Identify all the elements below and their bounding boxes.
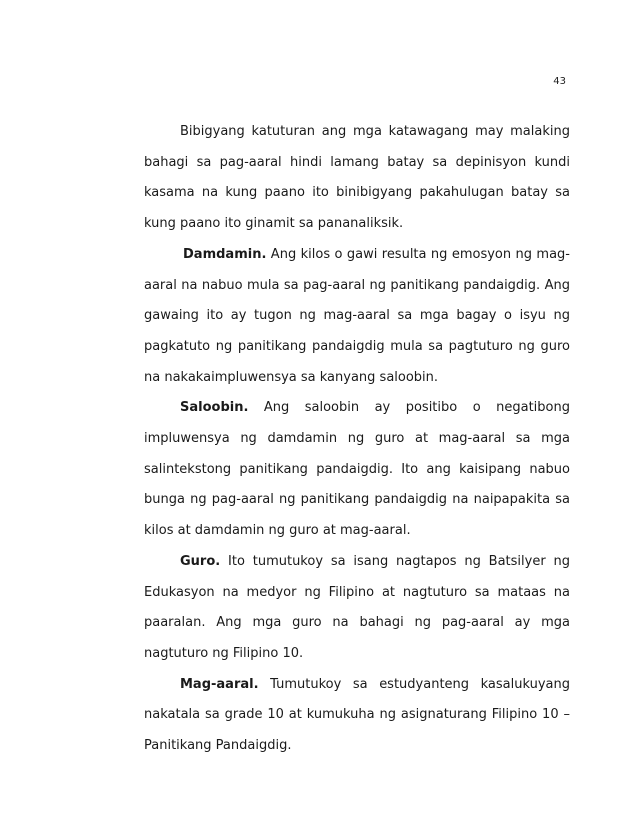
page-number: 43 bbox=[553, 76, 566, 87]
body-text bbox=[144, 117, 570, 762]
term-guro: Guro. bbox=[180, 553, 221, 569]
intro-text: Bibigyang katuturan ang mga katawagang may malaking bahagi sa pag-aaral hindi lamang batay sa depinisyon kundi kasama na kung paano ito binibigyang pakahulugan batay sa kung paano ito ginamit sa pananaliksik. bbox=[144, 124, 570, 232]
definition-saloobin-text: Ang saloobin ay positibo o negatibong impluwensya ng damdamin ng guro at mag-aaral sa mga salintekstong panitikang pandaigdig. Ito ang kaisipang nabuo bunga ng pag-aaral ng panitikang pandaigdig na naipapakita sa kilos at damdamin ng guro at mag-aaral. bbox=[144, 400, 570, 539]
definition-damdamin bbox=[144, 240, 570, 394]
definition-guro-text: Ito tumutukoy sa isang nagtapos ng Batsilyer ng Edukasyon na medyor ng Filipino at nagtuturo sa mataas na paaralan. Ang mga guro na bahagi ng pag-aaral ay mga nagtuturo ng Filipino 10. bbox=[144, 553, 570, 661]
definition-damdamin-text: Ang kilos o gawi resulta ng emosyon ng mag-aaral na nabuo mula sa pag-aaral ng panitikang pandaigdig. Ang gawaing ito ay tugon ng mag-aaral sa mga bagay o isyu ng pagkatuto ng panitikang pandaigdig mula sa pagtuturo ng guro na nakakaimpluwensya sa kanyang saloobin. bbox=[144, 246, 570, 385]
definition-saloobin bbox=[144, 393, 570, 547]
term-saloobin: Saloobin. bbox=[180, 400, 249, 416]
definition-guro bbox=[144, 547, 570, 670]
term-mag-aaral: Mag-aaral. bbox=[180, 676, 259, 692]
definition-mag-aaral-text: Tumutukoy sa estudyanteng kasalukuyang nakatala sa grade 10 at kumukuha ng asignaturang Filipino 10 – Panitikang Pandaigdig. bbox=[144, 676, 570, 754]
intro-paragraph bbox=[144, 117, 570, 240]
definition-mag-aaral bbox=[144, 670, 570, 762]
term-damdamin: Damdamin. bbox=[183, 246, 267, 262]
